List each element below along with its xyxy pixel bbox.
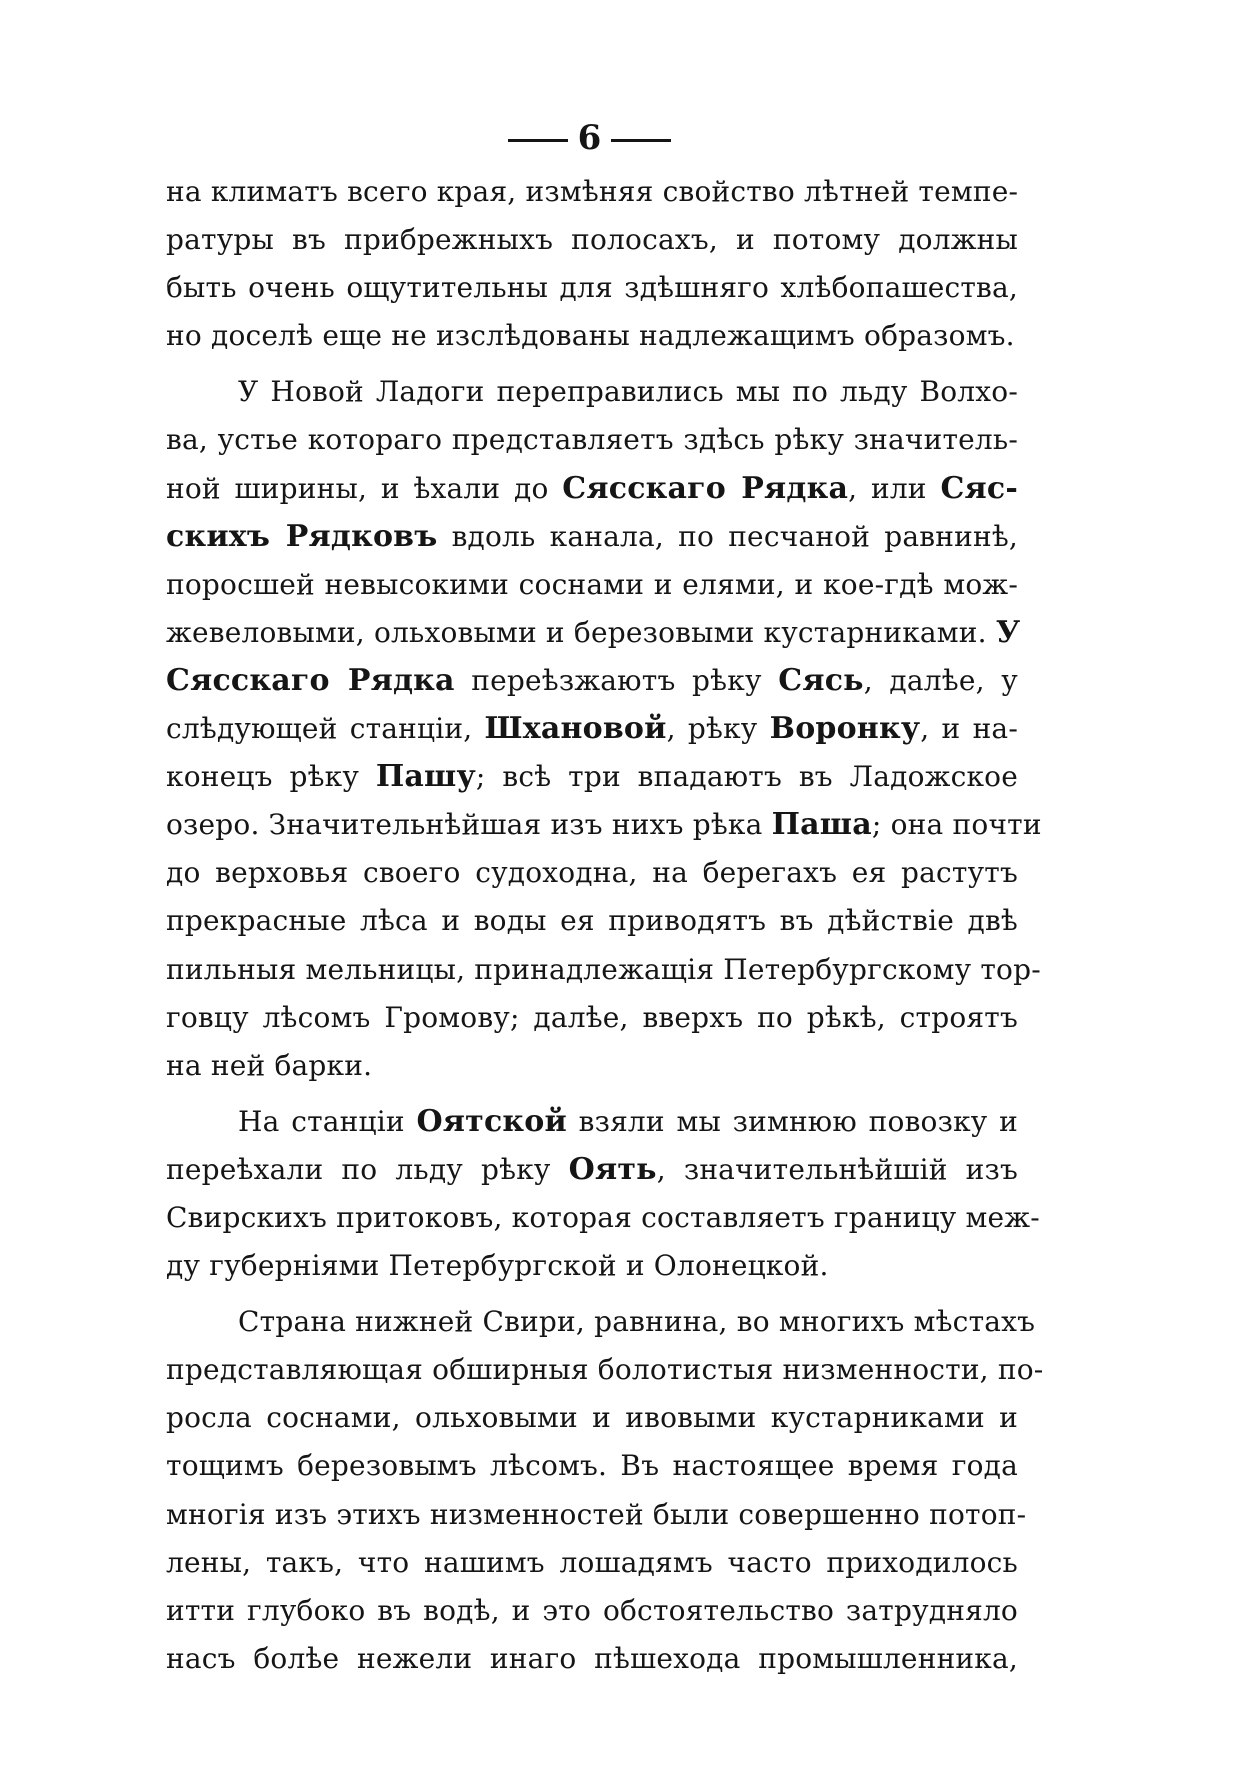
text-run: тощимъ березовымъ лѣсомъ. Въ настоящее время года	[166, 1449, 1018, 1483]
bold-name: Воронку	[769, 711, 921, 747]
text-line	[166, 1098, 1018, 1146]
text-run: на ней барки.	[166, 1048, 373, 1082]
text-run: У Новой Ладоги переправились мы по льду Волхо-	[238, 375, 1018, 409]
text-run: Свирскихъ притоковъ, которая составляетъ границу меж-	[166, 1200, 1040, 1234]
text-run: но доселѣ еще не изслѣдованы надлежащимъ образомъ.	[166, 319, 1015, 353]
text-run: пильныя мельницы, принадлежащія Петербургскому тор-	[166, 952, 1041, 986]
text-run: , и на-	[920, 712, 1018, 746]
bold-name: скихъ Рядковъ	[166, 518, 438, 554]
text-line	[166, 216, 1018, 264]
text-run: ной ширины, и ѣхали до	[166, 471, 563, 505]
text-line	[166, 1194, 1040, 1242]
text-line	[166, 994, 1018, 1042]
text-line	[166, 1346, 1044, 1394]
text-run: на климатъ всего края, измѣняя свойство лѣтней темпе-	[166, 175, 1019, 208]
text-line	[166, 168, 1018, 216]
text-run: ва, устье котораго представляетъ здѣсь рѣку значитель-	[166, 423, 1018, 457]
text-line	[166, 705, 1018, 753]
bold-name: Паша	[771, 807, 872, 843]
text-line	[166, 609, 1021, 657]
text-line	[166, 1491, 1027, 1539]
text-run: , рѣку	[666, 712, 770, 746]
text-run: взяли мы зимнюю повозку и	[566, 1104, 1018, 1138]
text-line	[166, 897, 1018, 945]
bold-name: Сясь	[778, 662, 864, 698]
body-text	[166, 168, 1044, 1683]
text-run: жевеловыми, ольховыми и березовыми кустарниками.	[166, 615, 996, 649]
text-run: лены, такъ, что нашимъ лошадямъ часто приходилось	[166, 1545, 1018, 1579]
text-line	[166, 946, 1041, 994]
text-run: слѣдующей станціи,	[166, 712, 485, 746]
text-run: насъ болѣе нежели инаго пѣшехода промышленника,	[166, 1641, 1018, 1675]
bold-name: Шхановой	[484, 711, 667, 747]
page-number-header	[0, 118, 1219, 158]
text-run: представляющая обширныя болотистыя низменности, по-	[166, 1353, 1044, 1387]
text-run: ; всѣ три впадаютъ въ Ладожское	[475, 760, 1018, 794]
bold-name: Оятской	[416, 1103, 567, 1139]
page-number: 6	[577, 118, 602, 158]
text-run: говцу лѣсомъ Громову; далѣе, вверхъ по рѣкѣ, строятъ	[166, 1000, 1018, 1034]
text-run: прекрасные лѣса и воды ея приводятъ въ дѣйствіе двѣ	[166, 904, 1018, 938]
text-line	[166, 657, 1018, 705]
text-line	[166, 1242, 1018, 1290]
bold-name: Сясскаго Рядка	[562, 470, 849, 506]
text-run: ; она почти	[871, 808, 1042, 842]
bold-name: Сясскаго Рядка	[166, 662, 455, 698]
text-line	[166, 1394, 1018, 1442]
bold-name: Оять	[568, 1151, 657, 1187]
bold-name: Сяс-	[940, 470, 1018, 506]
text-run: быть очень ощутительны для здѣшняго хлѣбопашества,	[166, 271, 1018, 305]
text-line	[166, 264, 1018, 312]
text-line	[166, 1042, 1018, 1090]
text-run: озеро. Значительнѣйшая изъ нихъ рѣка	[166, 808, 772, 842]
text-run: конецъ рѣку	[166, 760, 376, 794]
text-run: ду губерніями Петербургской и Олонецкой.	[166, 1249, 829, 1283]
text-run: переѣхали по льду рѣку	[166, 1152, 569, 1186]
text-run: Страна нижней Свири, равнина, во многихъ мѣстахъ	[238, 1305, 1036, 1339]
text-line	[166, 1539, 1018, 1587]
text-line	[166, 1587, 1018, 1635]
text-run: росла соснами, ольховыми и ивовыми кустарниками и	[166, 1401, 1018, 1435]
text-line	[166, 849, 1018, 897]
text-line	[166, 368, 1018, 416]
text-line	[166, 312, 1018, 360]
text-run: , далѣе, у	[863, 663, 1018, 697]
text-line	[166, 465, 1018, 513]
left-rule	[508, 139, 568, 142]
text-line	[166, 1298, 1036, 1346]
text-line	[166, 1635, 1018, 1683]
text-line	[166, 1146, 1018, 1194]
text-run: вдоль канала, по песчаной равнинѣ,	[437, 519, 1019, 553]
text-run: итти глубоко въ водѣ, и это обстоятельство затрудняло	[166, 1593, 1018, 1627]
bold-name: Пашу	[375, 759, 476, 795]
text-run: поросшей невысокими соснами и елями, и кое-гдѣ мож-	[166, 567, 1018, 601]
text-line	[166, 801, 1042, 849]
text-line	[166, 753, 1018, 801]
right-rule	[611, 139, 671, 142]
text-run: , значительнѣйшій изъ	[656, 1152, 1019, 1186]
text-run: многія изъ этихъ низменностей были совершенно потоп-	[166, 1497, 1027, 1531]
text-line	[166, 1442, 1018, 1490]
text-run: переѣзжаютъ рѣку	[454, 663, 779, 697]
text-run: до верховья своего судоходна, на берегахъ ея растутъ	[166, 856, 1018, 890]
text-line	[166, 561, 1018, 609]
text-line	[166, 513, 1018, 561]
text-line	[166, 416, 1018, 464]
text-run: ратуры въ прибрежныхъ полосахъ, и потому должны	[166, 223, 1018, 257]
bold-name: У	[995, 614, 1021, 650]
text-run: , или	[848, 471, 941, 505]
text-run: На станціи	[238, 1104, 417, 1138]
